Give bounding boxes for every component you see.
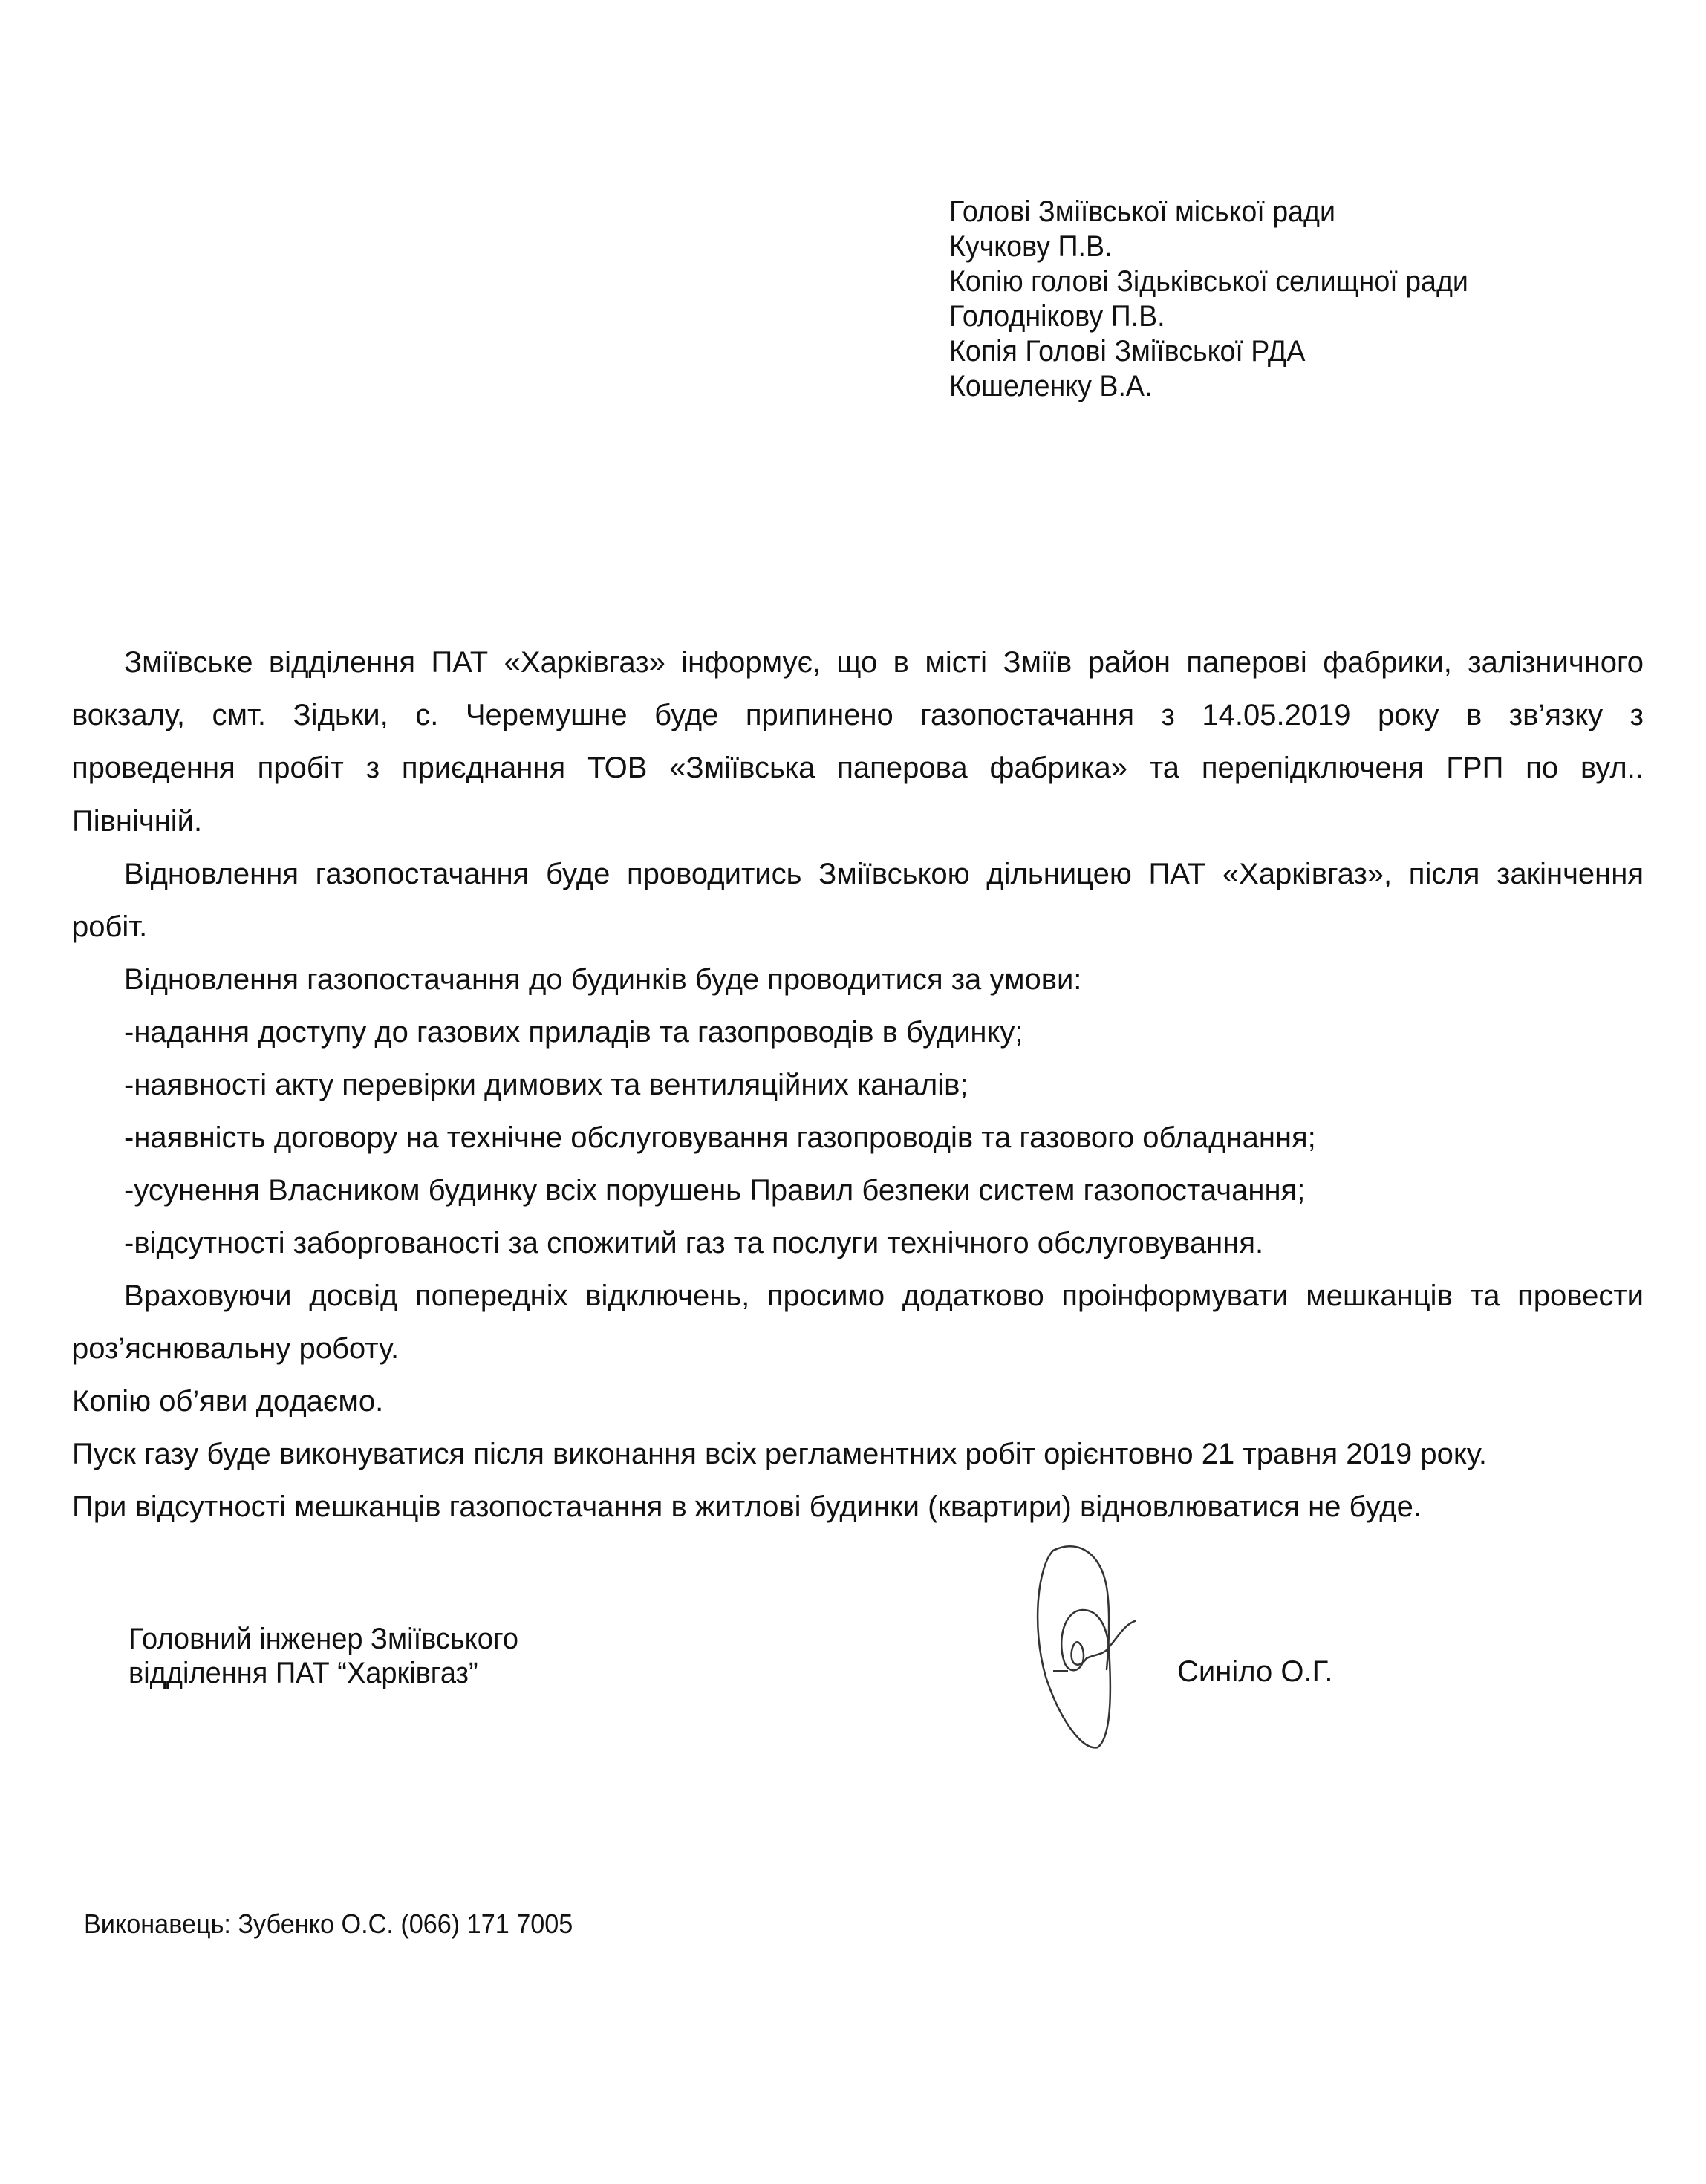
recipient-line: Голоднікову П.В. — [949, 300, 1165, 333]
condition-item: -наявність договору на технічне обслуговування газопроводів та газового обладнання; — [124, 1121, 1316, 1154]
condition-item: -надання доступу до газових приладів та газопроводів в будинку; — [124, 1016, 1023, 1049]
conditions-intro: Відновлення газопостачання до будинків буде проводитися за умови: — [124, 963, 1082, 996]
paragraph-4-line: Враховуючи досвід попередніх відключень, просимо додатково проінформувати мешканців та провести — [124, 1280, 1644, 1312]
recipient-line: Голові Зміївської міської ради — [949, 195, 1335, 228]
recipient-line: Кучкову П.В. — [949, 230, 1113, 263]
attachment-note: Копію об’яви додаємо. — [72, 1385, 384, 1418]
recipient-line: Копію голові Зідьківської селищної ради — [949, 265, 1468, 298]
recipient-line: Копія Голові Зміївської РДА — [949, 335, 1306, 368]
signature-icon — [1023, 1536, 1157, 1758]
signatory-title — [128, 1622, 518, 1690]
absence-note: При відсутності мешканців газопостачання в житлові будинки (квартири) відновлюватися не буде. — [72, 1490, 1422, 1523]
paragraph-2-line: робіт. — [72, 910, 148, 943]
signatory-title-line: Головний інженер Зміївського — [128, 1623, 519, 1655]
paragraph-1-line: вокзалу, смт. Зідьки, с. Черемушне буде припинено газопостачання з 14.05.2019 року в зв’язку з — [72, 699, 1644, 731]
condition-item: -наявності акту перевірки димових та вентиляційних каналів; — [124, 1069, 968, 1101]
paragraph-2-line: Відновлення газопостачання буде проводитись Зміївською дільницею ПАТ «Харківгаз», після закінчення — [124, 858, 1644, 890]
condition-item: -відсутності заборгованості за спожитий газ та послуги технічного обслуговування. — [124, 1227, 1264, 1259]
paragraph-1-line: Північній. — [72, 805, 203, 838]
executor-info: Виконавець: Зубенко О.С. (066) 171 7005 — [84, 1908, 573, 1939]
paragraph-1-line: Зміївське відділення ПАТ «Харківгаз» інформує, що в місті Зміїв район паперові фабрики, залізничного — [124, 646, 1644, 679]
signer-name: Синіло О.Г. — [1177, 1655, 1333, 1688]
recipient-line: Кошеленку В.А. — [949, 370, 1153, 402]
paragraph-1-line: проведення пробіт з приєднання ТОВ «Зміївська паперова фабрика» та перепідключеня ГРП по вул.. — [72, 752, 1644, 784]
paragraph-4-line: роз’яснювальну роботу. — [72, 1332, 400, 1365]
signatory-title-line: відділення ПАТ “Харківгаз” — [128, 1657, 478, 1689]
recipients-block — [949, 195, 1468, 404]
gas-start-note: Пуск газу буде виконуватися після виконання всіх регламентних робіт орієнтовно 21 травня 2019 року. — [72, 1438, 1487, 1470]
condition-item: -усунення Власником будинку всіх порушень Правил безпеки систем газопостачання; — [124, 1174, 1306, 1207]
